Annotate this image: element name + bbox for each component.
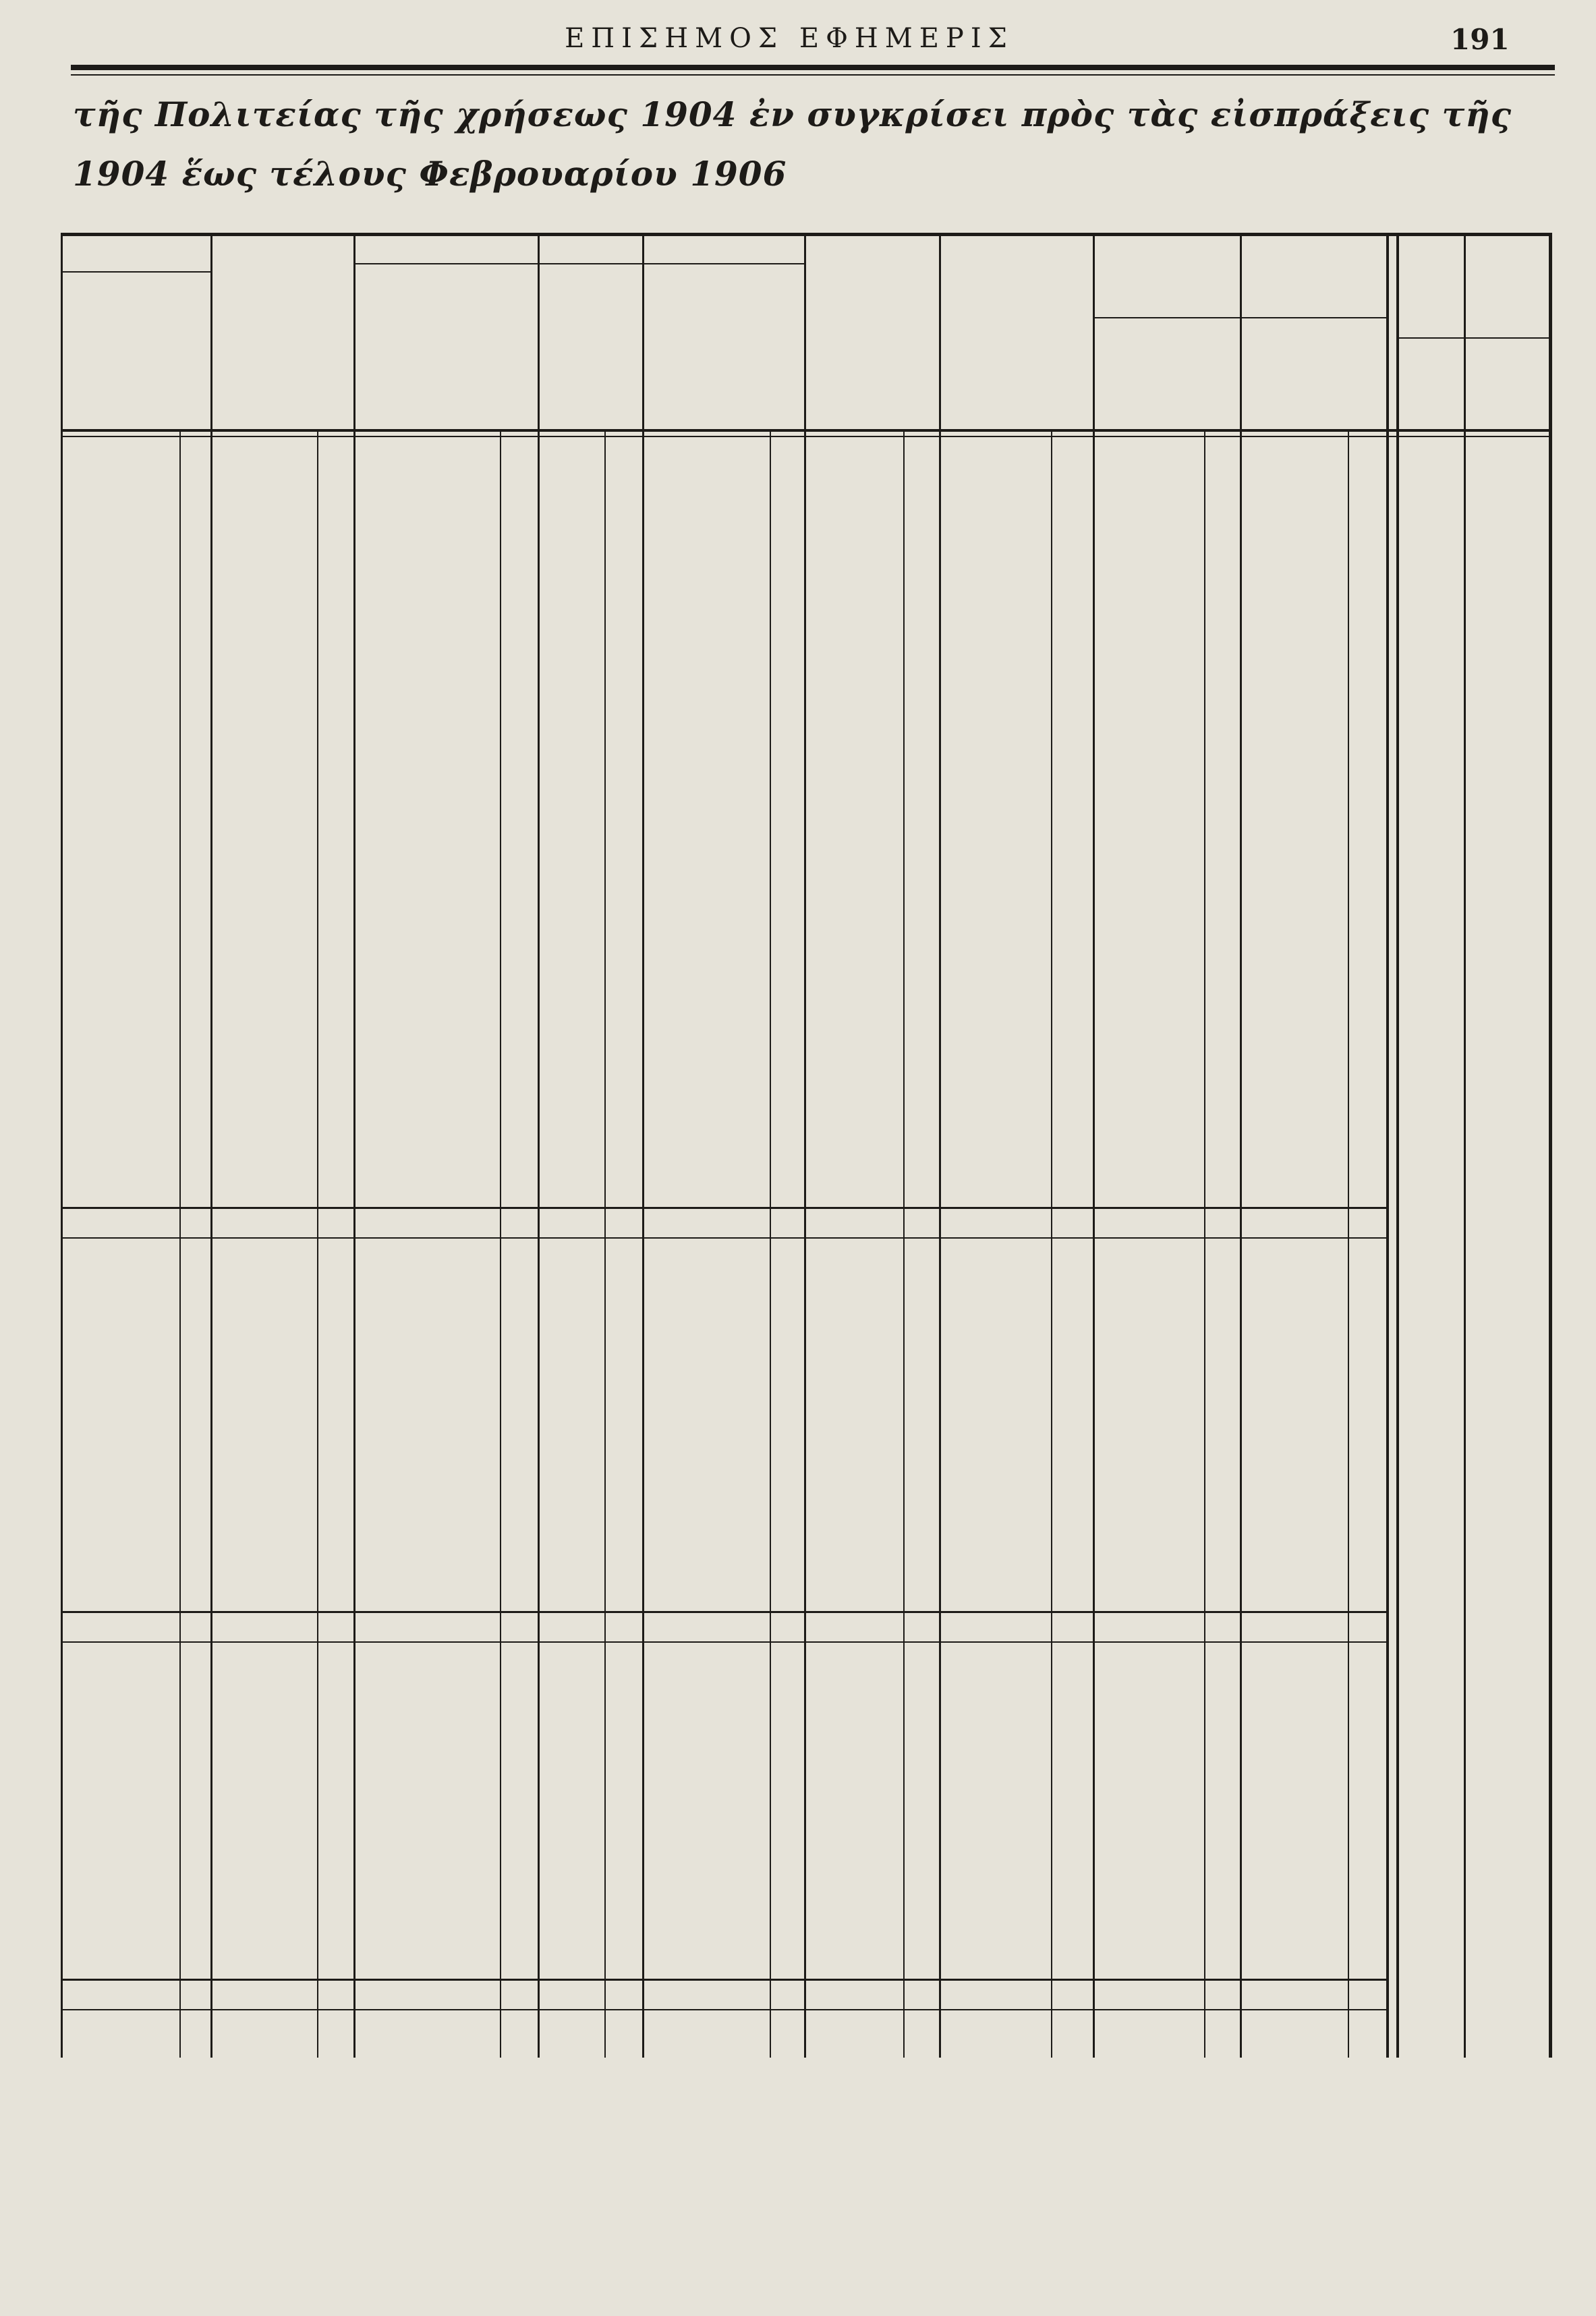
- total-rule-bottom: [61, 1641, 1386, 1643]
- column-rule: [210, 233, 212, 2058]
- header-bottom-rule: [61, 429, 1551, 432]
- column-rule: [1396, 233, 1399, 2058]
- running-head: ΕΠΙΣΗΜΟΣ ΕΦΗΜΕΡΙΣ: [565, 23, 1014, 54]
- total-rule: [61, 1979, 1386, 1981]
- header-rule-thin: [71, 74, 1555, 76]
- table-top-rule: [61, 233, 1551, 236]
- decimal-rule: [179, 429, 181, 2058]
- column-rule: [1093, 233, 1095, 2058]
- total-rule-bottom: [61, 2009, 1386, 2010]
- column-rule: [804, 233, 806, 2058]
- title-line-2: 1904 ἕως τέλους Φεβρουαρίου 1906: [73, 154, 787, 194]
- group-rule: [1093, 317, 1386, 318]
- decimal-rule: [903, 429, 905, 2058]
- header-bottom-rule-2: [61, 436, 1551, 437]
- group-rule: [353, 263, 804, 264]
- decimal-rule: [1204, 429, 1205, 2058]
- column-rule: [353, 233, 355, 2058]
- decimal-rule: [500, 429, 501, 2058]
- total-rule-bottom: [61, 1237, 1386, 1239]
- header-rule: [71, 65, 1555, 70]
- decimal-rule: [1051, 429, 1052, 2058]
- decimal-rule: [317, 429, 318, 2058]
- table-right-rule: [1549, 233, 1552, 2058]
- table-left-rule: [61, 233, 63, 2058]
- eidikou-rule: [1396, 337, 1551, 339]
- column-rule: [1464, 233, 1466, 2058]
- decimal-rule: [770, 429, 771, 2058]
- column-rule: [642, 233, 644, 2058]
- total-rule: [61, 1611, 1386, 1613]
- column-rule: [939, 233, 941, 2058]
- total-rule: [61, 1207, 1386, 1209]
- column-rule: [1386, 233, 1389, 2058]
- decimal-rule: [604, 429, 606, 2058]
- column-rule: [1240, 233, 1242, 2058]
- decimal-rule: [1348, 429, 1349, 2058]
- group-rule: [61, 271, 210, 273]
- title-line-1: τῆς Πολιτείας τῆς χρήσεως 1904 ἐν συγκρίσει πρὸς τὰς εἰσπράξεις τῆς: [73, 94, 1512, 134]
- column-rule: [538, 233, 540, 2058]
- page-number: 191: [1450, 23, 1510, 56]
